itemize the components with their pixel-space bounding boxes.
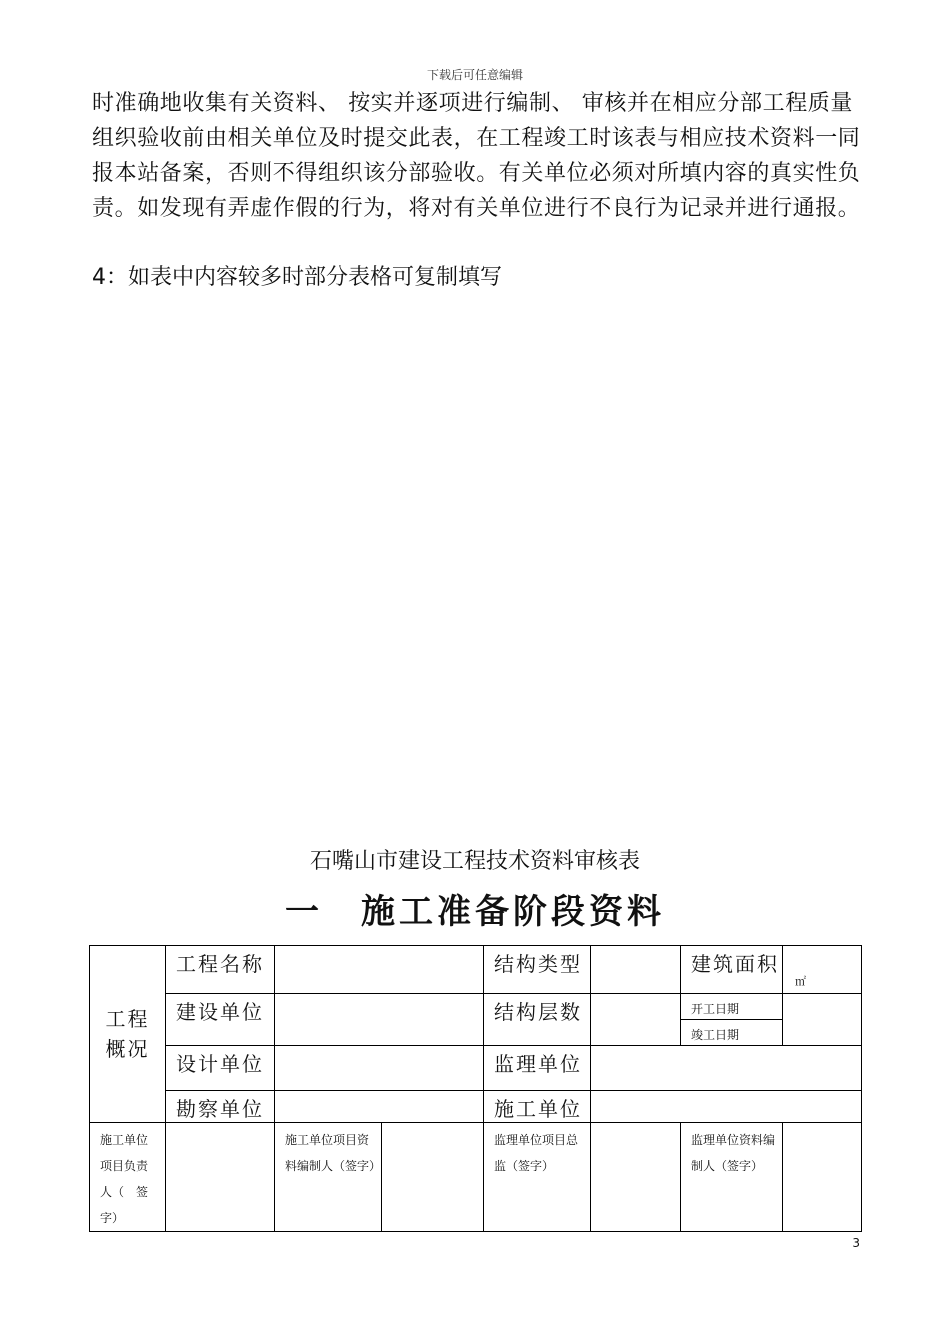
- start-date-label: 开工日期: [681, 994, 783, 1020]
- project-name-field[interactable]: [275, 946, 484, 994]
- supervision-compiler-label: 监理单位资料编制人（签字）: [681, 1123, 783, 1232]
- section-heading: [0, 884, 950, 933]
- supervision-chief-label: 监理单位项目总监（签字）: [484, 1123, 591, 1232]
- design-unit-label: 设计单位: [166, 1046, 275, 1091]
- structure-floors-field[interactable]: [591, 994, 681, 1046]
- dates-field[interactable]: [783, 994, 862, 1046]
- building-area-field[interactable]: [783, 946, 862, 994]
- survey-unit-field[interactable]: [275, 1091, 484, 1123]
- side-label-line2: 概况: [105, 1037, 150, 1061]
- structure-floors-label: 结构层数: [484, 994, 591, 1046]
- page-number: 3: [852, 1236, 860, 1250]
- section-number: 一: [285, 892, 323, 932]
- supervision-unit-label: 监理单位: [484, 1046, 591, 1091]
- document-title: 石嘴山市建设工程技术资料审核表: [309, 849, 640, 874]
- building-area-label: 建筑面积: [681, 946, 783, 994]
- contractor-unit-field[interactable]: [591, 1091, 862, 1123]
- design-unit-field[interactable]: [275, 1046, 484, 1091]
- completion-date-label: 竣工日期: [681, 1020, 783, 1046]
- contractor-compiler-label: 施工单位项目资料编制人（签字）: [275, 1123, 382, 1232]
- contractor-compiler-signature[interactable]: [382, 1123, 484, 1232]
- construction-unit-label: 建设单位: [166, 994, 275, 1046]
- contractor-manager-signature[interactable]: [166, 1123, 275, 1232]
- contractor-manager-label: 施工单位项目负责人（ 签字）: [90, 1123, 166, 1232]
- contractor-unit-label: 施工单位: [484, 1091, 591, 1123]
- survey-unit-label: 勘察单位: [166, 1091, 275, 1123]
- supervision-chief-signature[interactable]: [591, 1123, 681, 1232]
- structure-type-field[interactable]: [591, 946, 681, 994]
- supervision-unit-field[interactable]: [591, 1046, 862, 1091]
- project-name-label: 工程名称: [166, 946, 275, 994]
- section-title: 施工准备阶段资料: [361, 892, 665, 932]
- construction-unit-field[interactable]: [275, 994, 484, 1046]
- area-unit: ㎡: [795, 975, 806, 988]
- instruction-paragraph: 时准确地收集有关资料、 按实并逐项进行编制、 审核并在相应分部工程质量组织验收前由相关单位及时提交此表，在工程竣工时该表与相应技术资料一同报本站备案，否则不得组织该分部验收。有关单位必须对所填内容的真实性负责。如发现有弄虚作假的行为，将对有关单位进行不良行为记录并进行通报。: [92, 91, 861, 221]
- project-overview-label: [90, 946, 166, 1123]
- side-label-line1: 工程: [105, 1007, 150, 1031]
- structure-type-label: 结构类型: [484, 946, 591, 994]
- instruction-note: 4：如表中内容较多时部分表格可复制填写: [92, 265, 502, 290]
- supervision-compiler-signature[interactable]: [783, 1123, 862, 1232]
- page-header: 下载后可任意编辑: [426, 68, 523, 82]
- project-overview-form: [89, 945, 862, 1232]
